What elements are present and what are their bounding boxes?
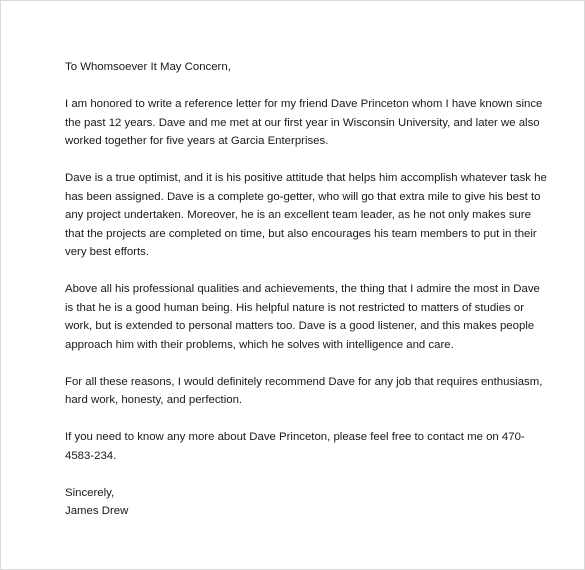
paragraph-line: has been assigned. Dave is a complete go-getter, who will go that extra mile to give his best to [65, 190, 541, 203]
paragraph-line: hard work, honesty, and perfection. [65, 394, 243, 406]
paragraph-line: If you need to know any more about Dave Princeton, please feel free to contact me on 470- [65, 431, 525, 443]
letter-body [65, 58, 547, 521]
salutation [65, 58, 521, 77]
paragraph-line: Dave is a true optimist, and it is his positive attitude that helps him accomplish whatever task he [65, 172, 547, 184]
salutation-text: To Whomsoever It May Concern, [65, 61, 231, 73]
paragraph-line: 4583-234. [65, 449, 117, 462]
paragraph-line: worked together for five years at Garcia Enterprises. [65, 135, 329, 147]
sign-off [65, 484, 521, 521]
signature-name: James Drew [65, 505, 129, 517]
paragraph-line: work, but is extended to personal matters too. Dave is a good listener, and this makes people [65, 320, 535, 332]
paragraph-4 [65, 373, 543, 410]
paragraph-3 [65, 280, 540, 354]
closing-text: Sincerely, [65, 486, 115, 499]
paragraph-line: any project undertaken. Moreover, he is an excellent team leader, as he not only makes sure [65, 209, 532, 221]
paragraph-line: For all these reasons, I would definitely recommend Dave for any job that requires enthusiasm, [65, 375, 543, 388]
paragraph-line: approach him with their problems, which he solves with intelligence and care. [65, 338, 454, 351]
paragraph-line: Above all his professional qualities and achievements, the thing that I admire the most in Dave [65, 283, 540, 295]
paragraph-1 [65, 95, 543, 151]
paragraph-line: that the projects are completed on time, but also encourages his team members to put in their [65, 227, 537, 240]
paragraph-5 [65, 428, 525, 465]
paragraph-line: very best efforts. [65, 246, 149, 258]
paragraph-2 [65, 169, 547, 262]
paragraph-line: is that he is a good human being. His helpful nature is not restricted to matters of studies or [65, 301, 525, 314]
paragraph-line: the past 12 years. Dave and me met at our first year in Wisconsin University, and later we also [65, 116, 540, 129]
paragraph-line: I am honored to write a reference letter for my friend Dave Princeton whom I have known since [65, 98, 543, 110]
